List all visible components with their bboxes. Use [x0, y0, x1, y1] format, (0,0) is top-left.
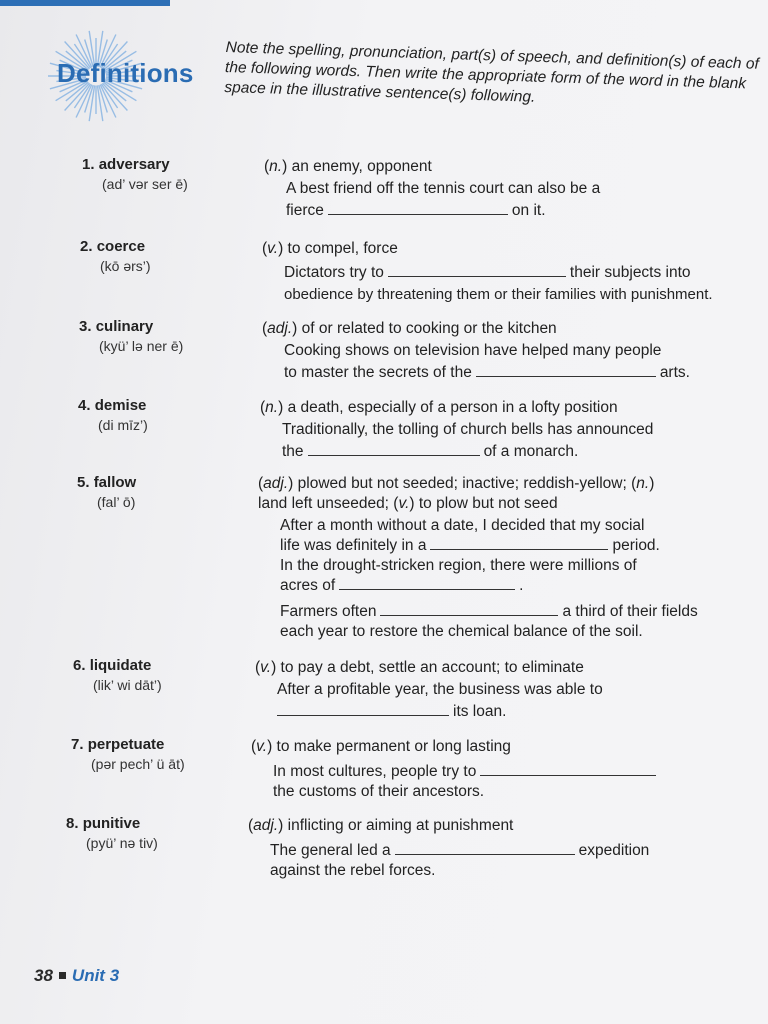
entry-pronunciation: (ad’ vər ser ē)	[102, 176, 188, 192]
example-sentence: A best friend off the tennis court can also be a fierce on it.	[286, 180, 601, 219]
entry-word: 3. culinary	[79, 318, 154, 335]
answer-blank[interactable]	[476, 364, 656, 377]
example-sentence: The general led a expedition against the rebel forces.	[270, 842, 650, 879]
entry-definition: (v.) to pay a debt, settle an account; to eliminate	[255, 659, 584, 676]
entry-pronunciation: (kō ərs’)	[100, 258, 151, 274]
answer-blank[interactable]	[430, 537, 608, 550]
example-sentence: After a profitable year, the business was able to its loan.	[277, 681, 603, 720]
entry-definition: (v.) to compel, force	[262, 240, 398, 257]
entry-definition: (v.) to make permanent or long lasting	[251, 738, 511, 755]
entry-pronunciation: (kyü’ lə ner ē)	[99, 338, 184, 354]
section-heading: Definitions	[57, 58, 194, 88]
entry-word: 5. fallow	[77, 474, 137, 491]
entry-word: 4. demise	[78, 397, 147, 414]
entry-definition: (adj.) of or related to cooking or the kitchen	[262, 320, 557, 337]
entry-definition: (adj.) inflicting or aiming at punishment	[248, 817, 514, 834]
entry-pronunciation: (fal’ ō)	[97, 494, 136, 510]
entry-word: 6. liquidate	[73, 657, 152, 674]
answer-blank[interactable]	[308, 443, 480, 456]
entry-word: 1. adversary	[82, 156, 170, 173]
example-sentence: Dictators try to their subjects into obedience by threatening them or their families with punishment.	[284, 264, 713, 303]
unit-label: Unit 3	[71, 966, 120, 985]
entry-definition: (adj.) plowed but not seeded; inactive; reddish-yellow; (n.) land left unseeded; (v.) to plow but not seed	[258, 475, 655, 512]
example-sentence: Farmers often a third of their fields each year to restore the chemical balance of the soil.	[280, 603, 698, 640]
entry-pronunciation: (pyü’ nə tiv)	[86, 835, 158, 851]
entry-word: 2. coerce	[80, 238, 146, 255]
page-number: 38	[34, 966, 53, 985]
entry-word: 7. perpetuate	[71, 736, 165, 753]
example-sentence: After a month without a date, I decided that my social life was definitely in a period.	[280, 517, 660, 554]
entry-pronunciation: (pər pech’ ü āt)	[91, 756, 185, 772]
instructions-text: Note the spelling, pronunciation, part(s) of speech, and definition(s) of each of the following words. Then write the appropriate form of the word in the blank space in the illustrative sentence(s) following.	[224, 38, 760, 106]
answer-blank[interactable]	[395, 842, 575, 855]
example-sentence: In most cultures, people try to the customs of their ancestors.	[273, 762, 741, 802]
answer-blank[interactable]	[339, 577, 515, 590]
entry-pronunciation: (di mīz’)	[98, 417, 148, 433]
answer-blank[interactable]	[388, 264, 566, 277]
answer-blank[interactable]	[480, 763, 656, 776]
example-sentence: Traditionally, the tolling of church bells has announced the of a monarch.	[282, 421, 654, 460]
entry-word: 8. punitive	[66, 815, 141, 832]
entry-definition: (n.) a death, especially of a person in a lofty position	[260, 399, 618, 416]
entry-pronunciation: (lik’ wi dāt’)	[93, 677, 162, 693]
example-sentence: In the drought-stricken region, there were millions of acres of .	[280, 557, 637, 594]
answer-blank[interactable]	[328, 202, 508, 215]
entry-definition: (n.) an enemy, opponent	[264, 158, 432, 175]
example-sentence: Cooking shows on television have helped many people to master the secrets of the arts.	[284, 342, 690, 381]
page-footer	[34, 966, 119, 986]
square-bullet-icon	[59, 972, 66, 979]
answer-blank[interactable]	[277, 703, 449, 716]
answer-blank[interactable]	[380, 603, 558, 616]
